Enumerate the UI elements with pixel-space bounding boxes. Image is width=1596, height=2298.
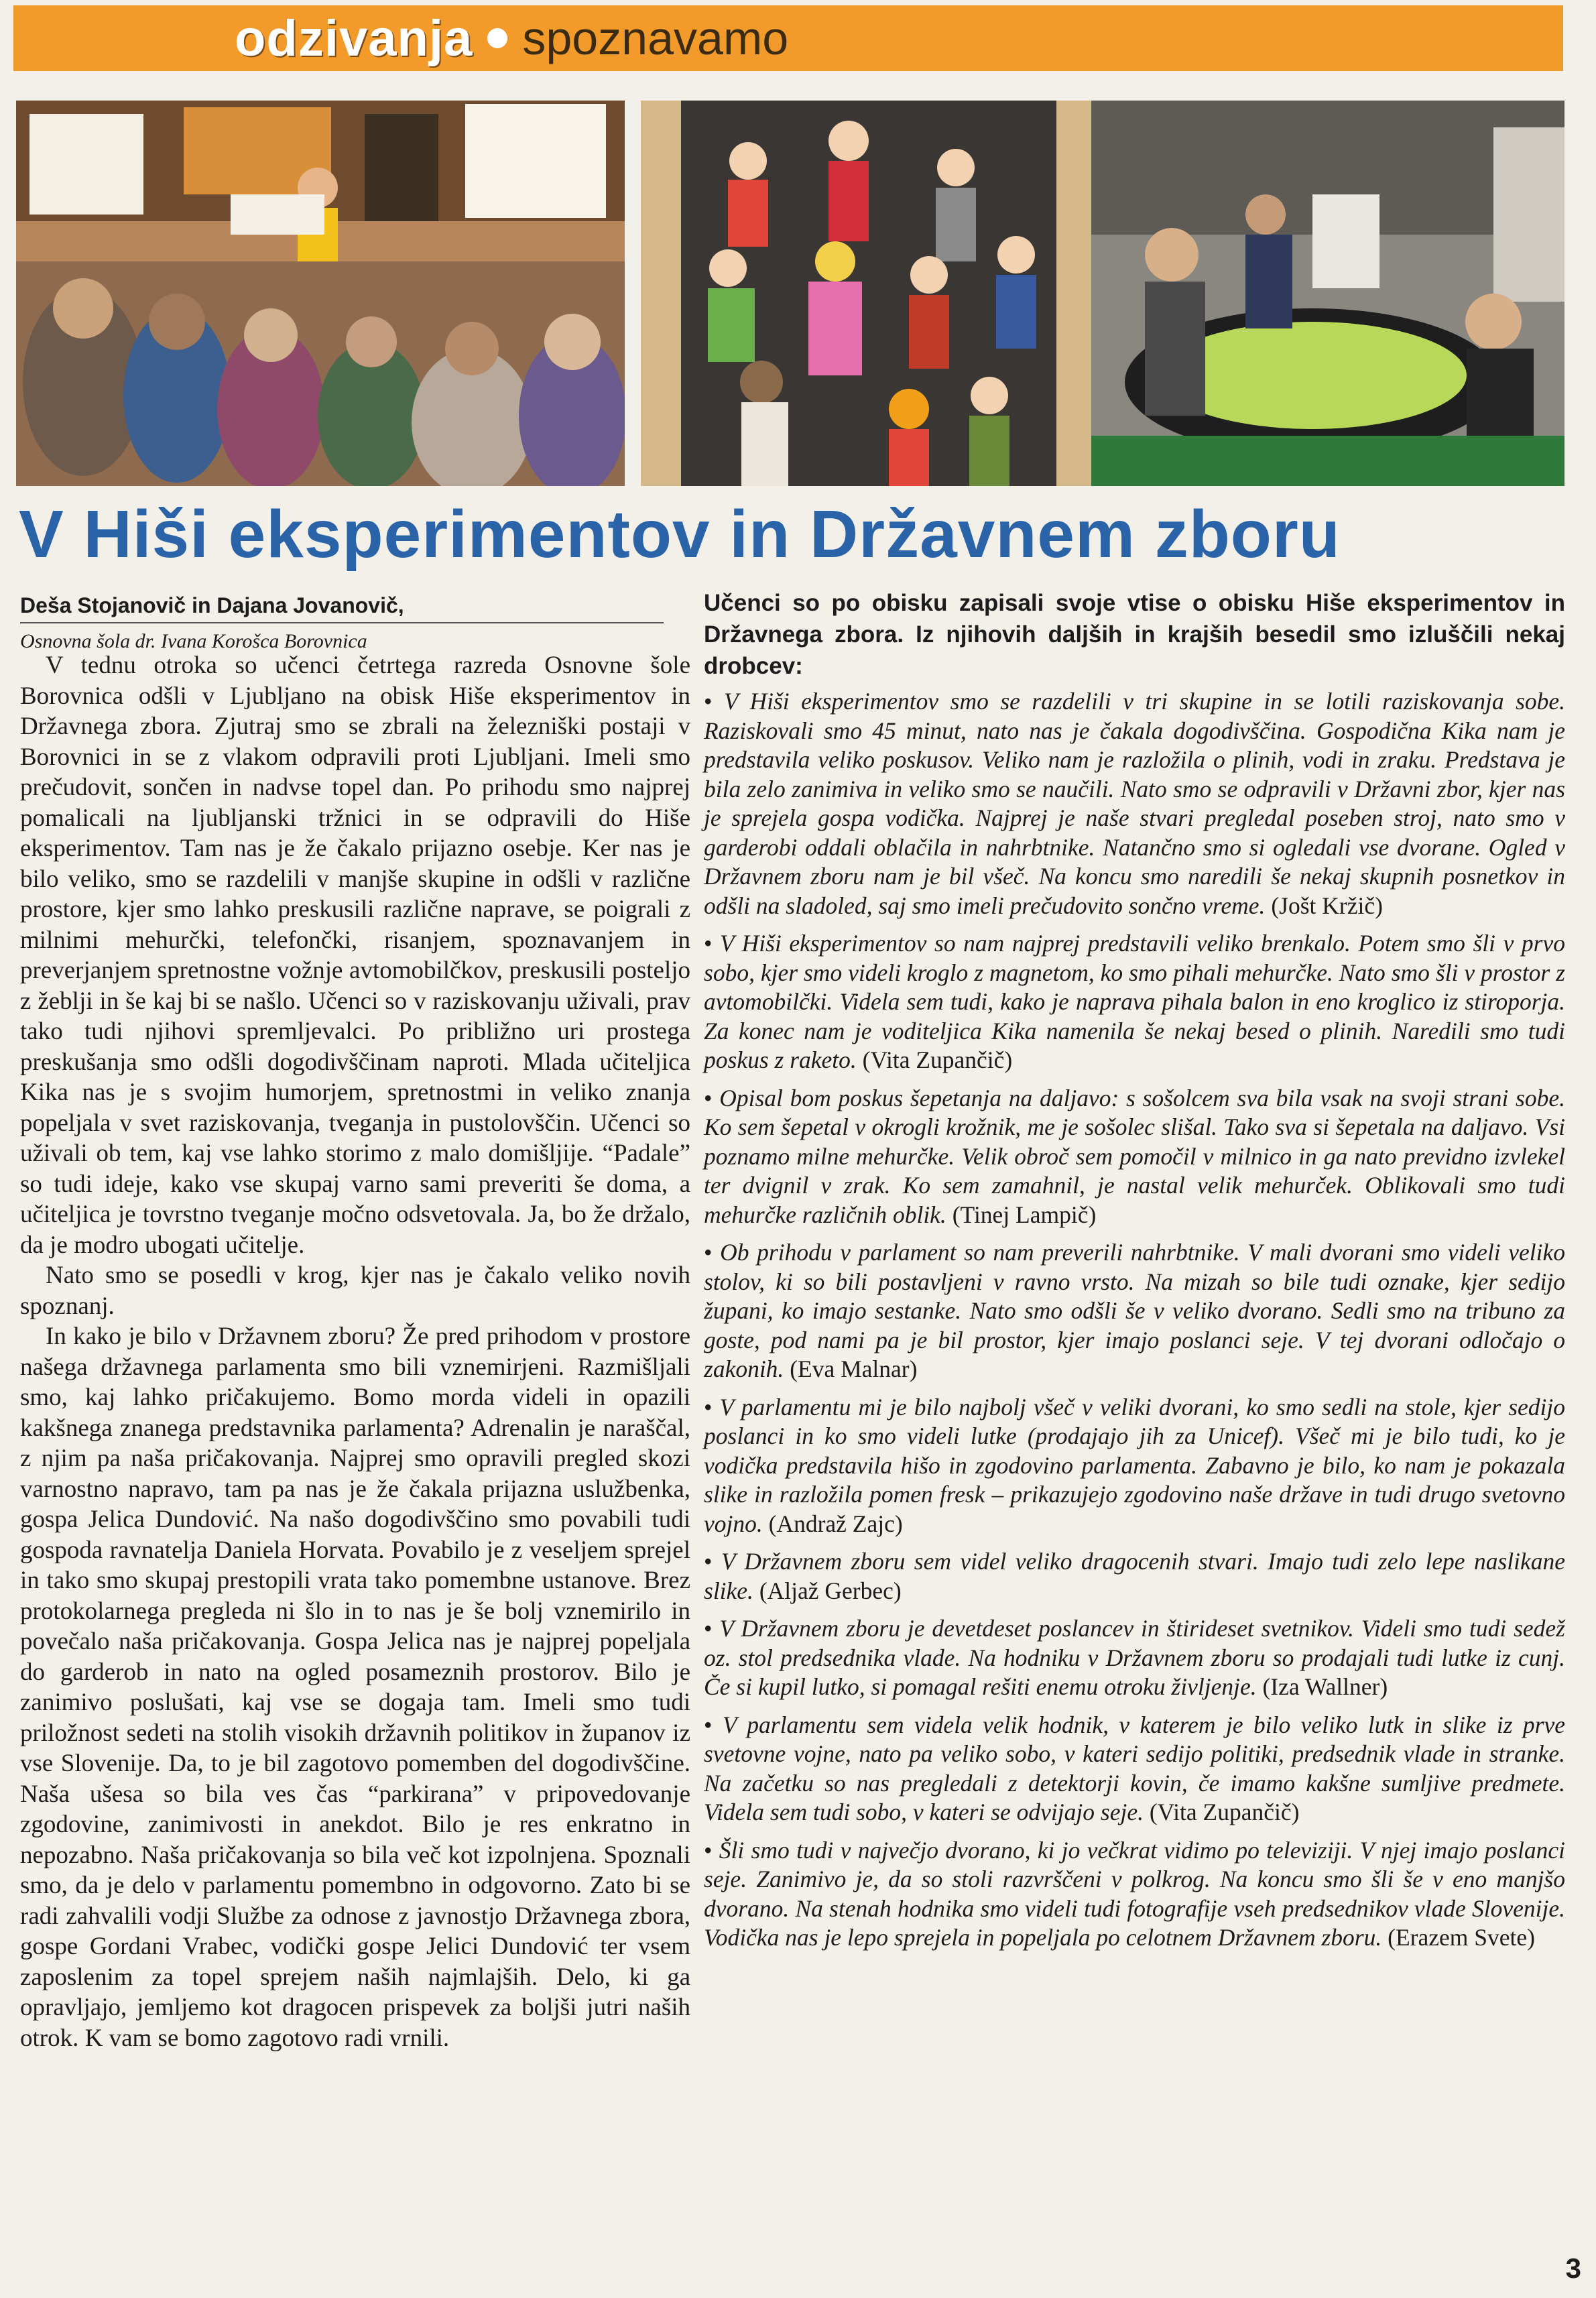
bullet-icon: • xyxy=(704,1836,713,1864)
subsection-label: spoznavamo xyxy=(522,12,789,64)
quote-author: (Andraž Zajc) xyxy=(768,1510,903,1537)
section-label: odzivanja xyxy=(235,9,473,67)
quote-entry xyxy=(704,687,1565,920)
quote-author: (Vita Zupančič) xyxy=(862,1046,1013,1073)
bullet-icon: • xyxy=(704,1393,713,1420)
quote-author: (Erazem Svete) xyxy=(1388,1924,1535,1951)
bullet-icon: • xyxy=(704,688,713,715)
article-headline: V Hiši eksperimentov in Državnem zboru xyxy=(19,497,1341,572)
quote-text: Opisal bom poskus šepetanja na daljavo: s sošolcem sva bila vsak na svoji strani sobe. Ko sem šepetal v okrogli krožnik, me je sošolec slišal. Tako sva si šepetala na daljavo. Vsi poznamo milne mehurčke. Velik obroč sem pomočil v milnico in ga nato previdno izvlekel ter dvignil v zrak. Ko sem zamahnil, je nastal velik mehurček. Oblikovali smo tudi mehurčke različnih oblik. xyxy=(704,1084,1566,1228)
student-quotes-column xyxy=(704,587,1565,1961)
quote-entry xyxy=(704,929,1565,1075)
bullet-dot-icon xyxy=(487,28,507,48)
byline-school: Osnovna šola dr. Ivana Korošca Borovnica xyxy=(20,630,367,652)
photo-puppets xyxy=(641,101,1097,486)
photo-classroom-presentation xyxy=(16,101,625,486)
byline xyxy=(20,593,664,653)
bullet-icon: • xyxy=(704,1239,713,1266)
quotes-intro: Učenci so po obisku zapisali svoje vtise o obisku Hiše eksperimentov in Državnega zbora. Iz njihovih daljših in krajših besedil smo izluščili nekaj drobcev: xyxy=(704,590,1565,679)
bullet-icon: • xyxy=(704,930,713,957)
article-body-left xyxy=(20,650,690,2053)
quote-text: V parlamentu mi je bilo najbolj všeč v veliki dvorani, ko smo sedli na stole, kjer sedijo poslanci in ko smo videli lutke (prodajajo jih za Unicef). Všeč mi je bilo tudi, ko je vodička predstavila hišo in zgodovino parlamenta. Zabavno je bilo, ko nam je pokazala slike in razložila pomen fresk – prikazujejo zgodovino naše države in tudi drugo svetovno vojno. xyxy=(704,1393,1566,1537)
quote-text: V Hiši eksperimentov smo se razdelili v tri skupine in se lotili raziskovanja sobe. Raziskovali smo 45 minut, nato nas je čakala dogodivščina. Gospodična Kika nam je predstavila veliko poskusov. Veliko nam je razložila o plinih, vodi in zraku. Predstava je bila zelo zanimiva in veliko smo se naučili. Nato smo se odpravili v Državni zbor, kjer nas je sprejela gospa vodička. Najprej je naše stvari pregledal poseben stroj, nato smo v garderobi oddali oblačila in nahrbtnike. Natančno smo si ogledali vse dvorane. Ogled v Državnem zboru nam je bil všeč. Na koncu smo naredili še nekaj skupnih posnetkov in odšli na sladoled, saj smo imeli prečudovito sončno vreme. xyxy=(704,688,1566,919)
photo-bubble-experiment xyxy=(1091,101,1564,486)
quote-entry xyxy=(704,1614,1565,1702)
quote-entry xyxy=(704,1238,1565,1384)
page-number: 3 xyxy=(1565,2252,1581,2284)
quote-text: Ob prihodu v parlament so nam preverili nahrbtnike. V mali dvorani smo videli veliko stolov, ki so bili postavljeni v ravno vrsto. Na mizah so bile tudi oznake, kjer sedijo župani, ko imajo sestanke. Nato smo odšli še v veliko dvorano. Sedli smo na tribuno za goste, pod nami pa je bil prostor, kjer imajo poslanci seje. V tej dvorani odločajo o zakonih. xyxy=(704,1239,1566,1382)
photo-strip xyxy=(16,101,1564,489)
body-paragraph: Nato smo se posedli v krog, kjer nas je čakalo veliko novih spoznanj. xyxy=(20,1262,690,1320)
quote-text: Šli smo tudi v največjo dvorano, ki jo večkrat vidimo po televiziji. V njej imajo poslanci seje. Zanimivo je, da so stoli razvrščeni v polkrog. Na koncu smo šli še v eno manjšo dvorano. Na stenah hodnika smo videli tudi fotografije vseh predsednikov vlade Slovenije. Vodička nas je lepo sprejela in popeljala po celotnem Državnem zboru. xyxy=(704,1836,1565,1951)
quote-author: (Aljaž Gerbec) xyxy=(759,1577,902,1604)
quote-author: (Vita Zupančič) xyxy=(1149,1799,1300,1825)
quote-text: V Hiši eksperimentov so nam najprej predstavili veliko brenkalo. Potem smo šli v prvo sobo, kjer smo videli kroglo z magnetom, ko smo pihali mehurčke. Nato smo šli v prostor z avtomobilčki. Videla sem tudi, kako je naprava pihala balon in eno kroglico iz stiroporja. Za konec nam je voditeljica Kika namenila še nekaj besed o plinih. Naredili smo tudi poskus z raketo. xyxy=(704,930,1565,1073)
quote-entry xyxy=(704,1836,1565,1953)
quote-entry xyxy=(704,1084,1565,1230)
quote-text: V Državnem zboru je devetdeset poslancev in štirideset svetnikov. Videli smo tudi sedež oz. stol predsednika vlade. Na hodniku v Državnem zboru so prodajali tudi lutke iz cunj. Če si kupil lutko, si pomagal rešiti enemu otroku življenje. xyxy=(704,1615,1565,1700)
quote-author: (Jošt Kržič) xyxy=(1271,892,1383,919)
byline-authors: Deša Stojanovič in Dajana Jovanovič, xyxy=(20,593,664,623)
quote-author: (Tinej Lampič) xyxy=(952,1201,1097,1228)
bullet-icon: • xyxy=(704,1548,713,1575)
bullet-icon: • xyxy=(704,1711,713,1738)
bullet-icon: • xyxy=(704,1615,713,1642)
quote-entry xyxy=(704,1711,1565,1827)
quote-text: V parlamentu sem videla velik hodnik, v katerem je bilo veliko lutk in slike iz prve svetovne vojne, nato pa veliko sobo, v kateri sedijo politiki, predsednik vlade in stranke. Na začetku so nas pregledali z detektorji kovin, če imamo kakšne sumljive predmete. Videla sem tudi sobo, v kateri se odvijajo seje. xyxy=(704,1711,1565,1825)
section-header-band xyxy=(13,5,1563,71)
quote-entry xyxy=(704,1547,1565,1606)
bullet-icon: • xyxy=(704,1084,713,1111)
body-paragraph: In kako je bilo v Državnem zboru? Že pred prihodom v prostore našega državnega parlamenta smo bili vznemirjeni. Razmišljali smo, kaj lahko pričakujemo. Bomo morda videli in opazili kakšnega znanega predstavnika parlamenta? Adrenalin je naraščal, z njim pa naša pričakovanja. Najprej smo opravili pregled skozi varnostno napravo, tam pa nas je že čakala prijazna uslužbenka, gospa Jelica Dundović. Na našo dogodivščino smo povabili tudi gospoda ravnatelja Daniela Horvata. Povabilo je z veseljem sprejel in tako smo skupaj prestopili vrata tako pomembne ustanove. Brez protokolarnega pregleda ni šlo in to nas je še bolj vznemirilo in povečalo naša pričakovanja. Gospa Jelica nas je najprej popeljala do garderob in nato na ogled posameznih prostorov. Bilo je zanimivo poslušati, kaj vse se dogaja tam. Imeli smo tudi priložnost sedeti na stolih visokih državnih politikov in županov iz vse Slovenije. Da, to je bil zagotovo pomemben del dogodivščine. Naša ušesa so bila ves čas “parkirana” v pripovedovanje zgodovine, zanimivosti in anekdot. Bilo je res enkratno in nepozabno. Naša pričakovanja so bila več kot izpolnjena. Spoznali smo, da je delo v parlamentu pomembno in odgovorno. Zato bi se radi zahvalili vodji Službe za odnose z javnostjo Državnega zbora, gospe Gordani Vrabec, vodički gospe Jelici Dundović ter vsem zaposlenim za topel sprejem naših najmlajših. Delo, ki ga opravljajo, jemljemo kot dragocen prispevek za boljši jutri naših otrok. K vam se bomo zagotovo radi vrnili. xyxy=(20,1323,690,2052)
quote-entry xyxy=(704,1393,1565,1539)
body-paragraph: V tednu otroka so učenci četrtega razreda Osnovne šole Borovnica odšli v Ljubljano na obisk Hiše eksperimentov in Državnega zbora. Zjutraj smo se zbrali na železniški postaji v Borovnici in se z vlakom odpravili proti Ljubljani. Imeli smo prečudovit, sončen in nadvse topel dan. Po prihodu smo najprej pomalicali na ljubljanski tržnici in se odpravili do Hiše eksperimentov. Tam nas je že čakalo prijazno osebje. Ker nas je bilo veliko, smo se razdelili v manjše skupine in odšli v različne prostore, kjer smo lahko preskusili različne naprave, se poigrali z milnimi mehurčki, telefončki, risanjem, spoznavanjem in preverjanjem spretnostne vožnje avtomobilčkov, preskusili posteljo z žeblji in še kaj bi se našlo. Učenci so v raziskovanju uživali, prav tako tudi njihovi spremljevalci. Po približno uri prostega preskušanja smo odšli dogodivščinam naproti. Mlada učiteljica Kika nas je s svojim humorjem, spretnostmi in veliko znanja popeljala v svet raziskovanja, tveganja in pustolovščin. Učenci so uživali ob tem, kaj vse lahko storimo z malo domišljije. “Padale” so tudi ideje, kako vse skupaj varno sami preveriti še doma, a učiteljica je tovrstno tveganje močno odsvetovala. Ja, bo že držalo, da je modro ubogati učitelje. xyxy=(20,652,690,1259)
quote-author: (Iza Wallner) xyxy=(1262,1673,1388,1700)
quote-author: (Eva Malnar) xyxy=(790,1355,918,1382)
quote-text: V Državnem zboru sem videl veliko dragocenih stvari. Imajo tudi zelo lepe naslikane slike. xyxy=(704,1548,1565,1604)
